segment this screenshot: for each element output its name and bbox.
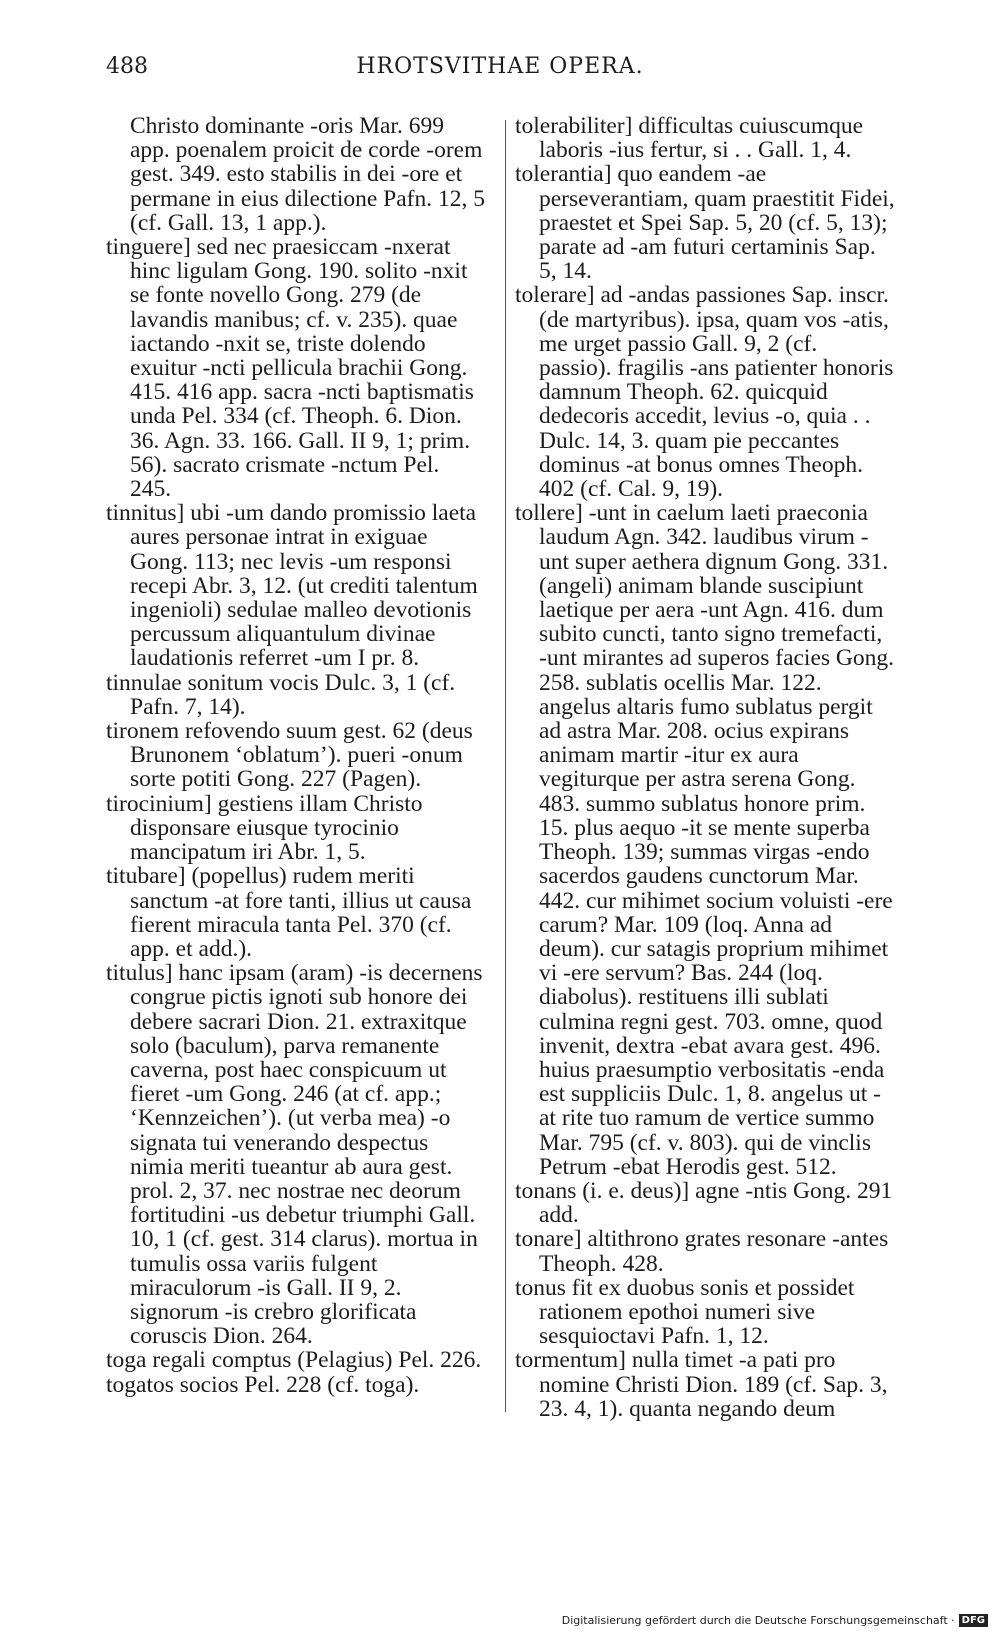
dictionary-entry: tinguere] sed nec praesiccam -nxerat hinc ligulam Gong. 190. solito -nxit se fonte novello Gong. 279 (de lavandis manibus; cf. v. 235). quae iactando -nxit se, triste dolendo exuitur -ncti pellicula brachii Gong. 415. 416 app. sacra -ncti baptismatis unda Pel. 334 (cf. Theoph. 6. Dion. 36. Agn. 33. 166. Gall. II 9, 1; prim. 56). sacrato crismate -nctum Pel. 245. bbox=[106, 234, 474, 503]
dictionary-entry: tinnitus] ubi -um dando promissio laeta aures personae intrat in exiguae Gong. 113; nec levis -um responsi recepi Abr. 3, 12. (ut crediti talentum ingenioli) sedulae malleo devotionis percussum aliquantulum divinae laudationis referret -um I pr. 8. bbox=[106, 500, 478, 672]
dictionary-entry: tinnulae sonitum vocis Dulc. 3, 1 (cf. Pafn. 7, 14). bbox=[106, 669, 456, 720]
dfg-logo: DFG bbox=[959, 1614, 988, 1627]
dictionary-entry: tironem refovendo suum gest. 62 (deus Brunonem ‘oblatum’). pueri -onum sorte potiti Gong. 227 (Pagen). bbox=[106, 718, 473, 793]
footer-text: Digitalisierung gefördert durch die Deutsche Forschungsgemeinschaft · bbox=[561, 1614, 955, 1627]
dictionary-entry: tolerare] ad -andas passiones Sap. inscr. (de martyribus). ipsa, quam vos -atis, me urget passio Gall. 9, 2 (cf. passio). fragilis -ans patienter honoris damnum Theoph. 62. quicquid dedecoris accedit, levius -o, quia . . Dulc. 14, 3. quam pie peccantes dominus -at bonus omnes Theoph. 402 (cf. Cal. 9, 19). bbox=[515, 282, 894, 503]
left-column bbox=[106, 114, 486, 1397]
dictionary-entry: tonare] altithrono grates resonare -antes Theoph. 428. bbox=[515, 1226, 889, 1277]
dictionary-entry: Christo dominante -oris Mar. 699 app. poenalem proicit de corde -orem gest. 349. esto stabilis in dei -ore et permane in eius dilectione Pafn. 12, 5 (cf. Gall. 13, 1 app.). bbox=[130, 113, 486, 236]
dictionary-entry: tormentum] nulla timet -a pati pro nomine Christi Dion. 189 (cf. Sap. 3, 23. 4, 1). quanta negando deum bbox=[515, 1347, 888, 1422]
dictionary-entry: tonus fit ex duobus sonis et possidet rationem epothoi numeri sive sesquioctavi Pafn. 1, 12. bbox=[515, 1274, 855, 1350]
dictionary-entry: tolerabiliter] difficultas cuiuscumque laboris -ius fertur, si . . Gall. 1, 4. bbox=[515, 113, 864, 164]
page-header bbox=[0, 54, 1000, 94]
dictionary-entry: titulus] hanc ipsam (aram) -is decernens congrue pictis ignoti sub honore dei debere sacrari Dion. 21. extraxitque solo (baculum), parva remanente caverna, post haec conspicuum ut fieret -um Gong. 246 (at cf. app.; ‘Kennzeichen’). (ut verba mea) -o signata tui venerando despectus nimia meriti tueantur ab aura gest. prol. 2, 37. nec nostrae nec deorum fortitudini -us debetur triumphi Gall. 10, 1 (cf. gest. 314 clarus). mortua in tumulis ossa variis fulgent miraculorum -is Gall. II 9, 2. signorum -is crebro glorificata coruscis Dion. 264. bbox=[106, 960, 483, 1350]
footer-credit bbox=[562, 1614, 988, 1627]
right-column bbox=[515, 114, 895, 1421]
column-divider bbox=[505, 120, 506, 1412]
page-number: 488 bbox=[106, 54, 148, 79]
dictionary-entry: titubare] (popellus) rudem meriti sanctum -at fore tanti, illius ut causa fierent miracula tanta Pel. 370 (cf. app. et add.). bbox=[106, 863, 472, 962]
dictionary-entry: tollere] -unt in caelum laeti praeconia laudum Agn. 342. laudibus virum -unt super aethera dignum Gong. 331. (angeli) animam blande suscipiunt laetique per aera -unt Agn. 416. dum subito cuncti, tanto signo tremefacti, -unt mirantes ad superos facies Gong. 258. sublatis ocellis Mar. 122. angelus altaris fumo sublatus pergit ad astra Mar. 208. ocius expirans animam martir -itur ex aura vegiturque per astra serena Gong. 483. summo sublatus honore prim. 15. plus aequo -it se mente superba Theoph. 139; summas virgas -endo sacerdos gaudens cunctorum Mar. 442. cur mihimet socium voluisti -ere carum? Mar. 109 (loq. Anna ad deum). cur satagis proprium mihimet vi -ere servum? Bas. 244 (loq. diabolus). restituens illi sublati culmina regni gest. 703. omne, quod invenit, dextra -ebat avara gest. 496. huius praesumptio verbositatis -enda est suppliciis Dulc. 1, 8. angelus ut -at rite tuo ramum de vertice summo Mar. 795 (cf. v. 803). qui de vinclis Petrum -ebat Herodis gest. 512. bbox=[515, 500, 895, 1180]
dictionary-entry: tirocinium] gestiens illam Christo disponsare eiusque tyrocinio mancipatum iri Abr. 1, 5. bbox=[106, 790, 423, 866]
running-title: HROTSVITHAE OPERA. bbox=[356, 54, 644, 79]
dictionary-entry: toga regali comptus (Pelagius) Pel. 226. bbox=[106, 1347, 482, 1374]
dictionary-entry: tonans (i. e. deus)] agne -ntis Gong. 291 add. bbox=[515, 1177, 893, 1229]
dictionary-entry: togatos socios Pel. 228 (cf. toga). bbox=[106, 1371, 420, 1398]
dictionary-entry: tolerantia] quo eandem -ae perseverantiam, quam praestitit Fidei, praestet et Spei Sap. 5, 20 (cf. 5, 13); parate ad -am futuri certaminis Sap. 5, 14. bbox=[515, 161, 895, 285]
